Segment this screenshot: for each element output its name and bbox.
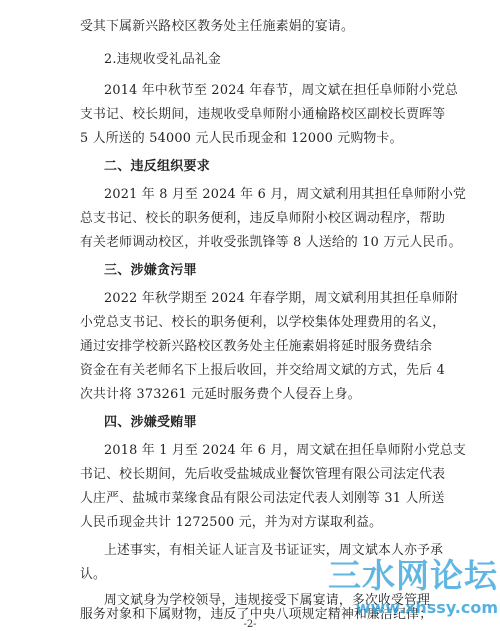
watermark-url: www.xhssy.com [355,598,498,617]
text-line: 2022 年秋学期至 2024 年春学期，周文斌利用其担任阜师附 [104,291,459,306]
text-line: 书记、校长期间，先后收受盐城成业餐饮管理有限公司法定代表 [80,467,446,482]
text-line: 总支书记、校长的职务便利，违反阜师附小校区调动程序，帮助 [80,211,446,226]
text-line: 上述事实，有相关证人证言及书证证实，周文斌本人亦予承 [104,543,444,558]
text-line: 认。 [80,567,107,582]
text-line: 资金在有关老师名下上报后收回，并交给周文斌的方式，先后 4 [80,363,445,378]
text-line: 有关老师调动校区，并收受张凯锋等 8 人送给的 10 万元人民币。 [80,235,462,250]
section-heading: 二、违反组织要求 [104,159,211,174]
text-line: 服务对象和下属财物，违反了中央八项规定精神和廉洁纪律； [80,607,433,622]
text-line: 人庄严、盐城市菜缘食品有限公司法定代表人刘刚等 31 人所送 [80,491,445,506]
page-number: -2- [243,619,257,630]
text-line: 支书记、校长期间，违规收受阜师附小通榆路校区副校长贾晖等 [80,107,446,122]
text-line: 周文斌身为学校领导，违规接受下属宴请，多次收受管理 [104,593,431,608]
text-line: 5 人所送的 54000 元人民币现金和 12000 元购物卡。 [80,131,403,146]
text-line: 2014 年中秋节至 2024 年春节，周文斌在担任阜师附小党总 [104,83,459,98]
text-line: 人民币现金共计 1272500 元，并为对方谋取利益。 [80,515,383,530]
text-line: 次共计将 373261 元延时服务费个人侵吞上身。 [80,387,361,402]
text-line: 2018 年 1 月至 2024 年 6 月，周文斌在担任阜师附小党总支 [104,443,467,458]
section-heading: 三、涉嫌贪污罪 [104,263,197,278]
watermark [308,550,498,626]
subheading: 2.违规收受礼品礼金 [104,52,222,67]
text-line: 小党总支书记、校长的职务便利，以学校集体处理费用的名义， [80,315,446,330]
text-line: 2021 年 8 月至 2024 年 6 月，周文斌利用其担任阜师附小党 [104,187,467,202]
text-line: 受其下属新兴路校区教务处主任施素娟的宴请。 [80,19,354,34]
section-heading: 四、涉嫌受贿罪 [104,415,197,430]
text-line: 通过安排学校新兴路校区教务处主任施素娟将延时服务费结余 [80,339,433,354]
watermark-title: 三水网论坛 [328,556,498,595]
